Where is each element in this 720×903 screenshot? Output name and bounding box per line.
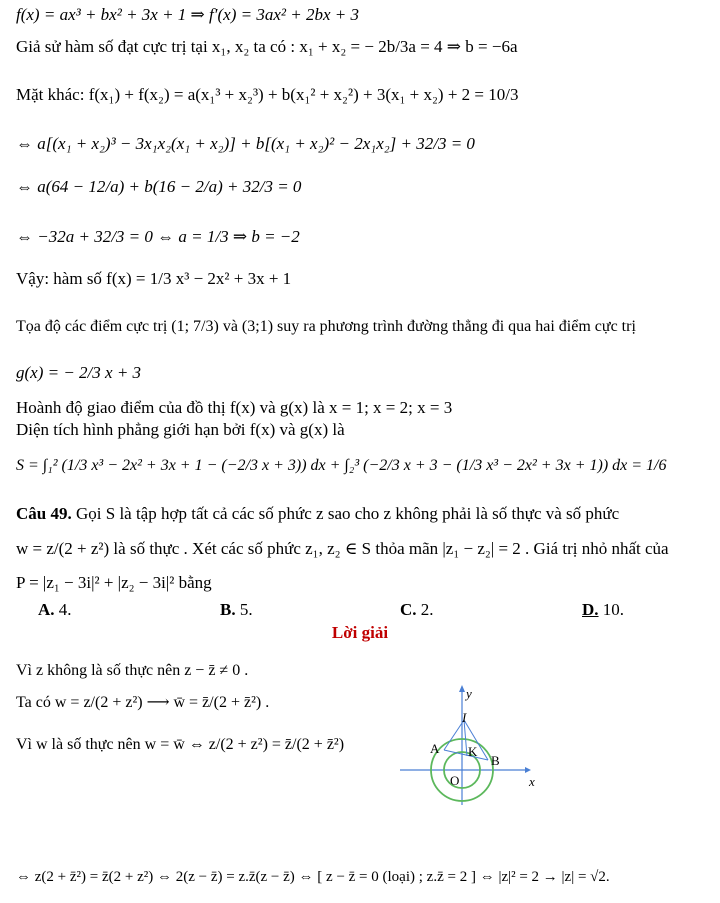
label-y: y: [466, 686, 472, 701]
option-a-value: 4.: [54, 600, 72, 619]
label-o: O: [450, 773, 460, 788]
extremum-points-line: Tọa độ các điểm cực trị (1; 7/3) và (3;1) suy ra phương trình đường thẳng đi qua hai điểm cực trị: [16, 318, 636, 335]
option-d-value: 10.: [598, 600, 625, 619]
option-b[interactable]: [220, 600, 253, 620]
option-d-letter: D.: [582, 600, 599, 619]
option-b-letter: B.: [220, 600, 236, 619]
question-label: Câu 49.: [16, 504, 72, 523]
question-49-line2: w = z/(2 + z²) là số thực . Xét các số phức z₁, z₂ ∈ S thỏa mãn |z₁ − z₂| = 2 . Giá trị nhỏ nhất của: [16, 539, 669, 558]
solution-line-4: ⇔ z(2 + z̄²) = z̄(2 + z²) ⇔ 2(z − z̄) = z.z̄(z − z̄) ⇔ [ z − z̄ = 0 (loại) ; z.z̄ = 2 ] ⇔ |z|² = 2 → |z| = √2.: [16, 869, 610, 885]
extremum-sum-line: Giả sử hàm số đạt cực trị tại x₁, x₂ ta có : x₁ + x₂ = − 2b/3a = 4 ⇒ b = −6a: [16, 37, 518, 56]
option-d[interactable]: [582, 600, 624, 620]
option-a-letter: A.: [38, 600, 55, 619]
option-c-letter: C.: [400, 600, 417, 619]
solution-line-2: Ta có w = z/(2 + z²) ⟶ w̄ = z̄/(2 + z̄²) .: [16, 694, 270, 711]
area-intro-line: Diện tích hình phẳng giới hạn bởi f(x) và g(x) là: [16, 420, 345, 439]
option-c-value: 2.: [416, 600, 434, 619]
label-a: A: [430, 741, 440, 756]
area-integral-line: S = ∫₁² (1/3 x³ − 2x² + 3x + 1 − (−2/3 x + 3)) dx + ∫₂³ (−2/3 x + 3 − (1/3 x³ − 2x² + 3x + 1)) dx = 1/6: [16, 457, 667, 474]
label-k: K: [468, 744, 478, 759]
label-x: x: [529, 774, 535, 789]
derivative-line: f(x) = ax³ + bx² + 3x + 1 ⇒ f′(x) = 3ax² + 2bx + 3: [16, 5, 359, 24]
question-49-line3: P = |z₁ − 3i|² + |z₂ − 3i|² bằng: [16, 573, 212, 592]
substitution-line: ⇔ a(64 − 12/a) + b(16 − 2/a) + 32/3 = 0: [16, 177, 302, 196]
intersection-line: Hoành độ giao điểm của đồ thị f(x) và g(x) là x = 1; x = 2; x = 3: [16, 398, 453, 417]
label-i: I: [462, 710, 467, 725]
function-result-line: Vậy: hàm số f(x) = 1/3 x³ − 2x² + 3x + 1: [16, 269, 292, 288]
label-b: B: [491, 753, 500, 768]
question-text1: Gọi S là tập hợp tất cả các số phức z sao cho z không phải là số thực và số phức: [71, 504, 620, 523]
x-axis-arrow: [525, 767, 531, 773]
question-49-line1: [16, 503, 619, 525]
option-b-value: 5.: [235, 600, 253, 619]
y-axis-arrow: [459, 685, 465, 692]
option-a[interactable]: [38, 600, 72, 620]
sum-values-line: Mặt khác: f(x₁) + f(x₂) = a(x₁³ + x₂³) + b(x₁² + x₂²) + 3(x₁ + x₂) + 2 = 10/3: [16, 85, 519, 104]
circle-figure: [400, 680, 560, 810]
expansion-line: ⇔ a[(x₁ + x₂)³ − 3x₁x₂(x₁ + x₂)] + b[(x₁ + x₂)² − 2x₁x₂] + 32/3 = 0: [16, 134, 475, 153]
solution-line-3: Vì w là số thực nên w = w̄ ⇔ z/(2 + z²) = z̄/(2 + z̄²): [16, 736, 345, 753]
segment-ia: [444, 720, 464, 750]
solution-line-1: Vì z không là số thực nên z − z̄ ≠ 0 .: [16, 662, 249, 679]
line-equation: g(x) = − 2/3 x + 3: [16, 363, 142, 382]
solve-a-line: ⇔ −32a + 32/3 = 0 ⇔ a = 1/3 ⇒ b = −2: [16, 227, 300, 246]
option-c[interactable]: [400, 600, 434, 620]
solution-title: Lời giải: [331, 623, 389, 642]
segment-ik: [464, 720, 467, 756]
